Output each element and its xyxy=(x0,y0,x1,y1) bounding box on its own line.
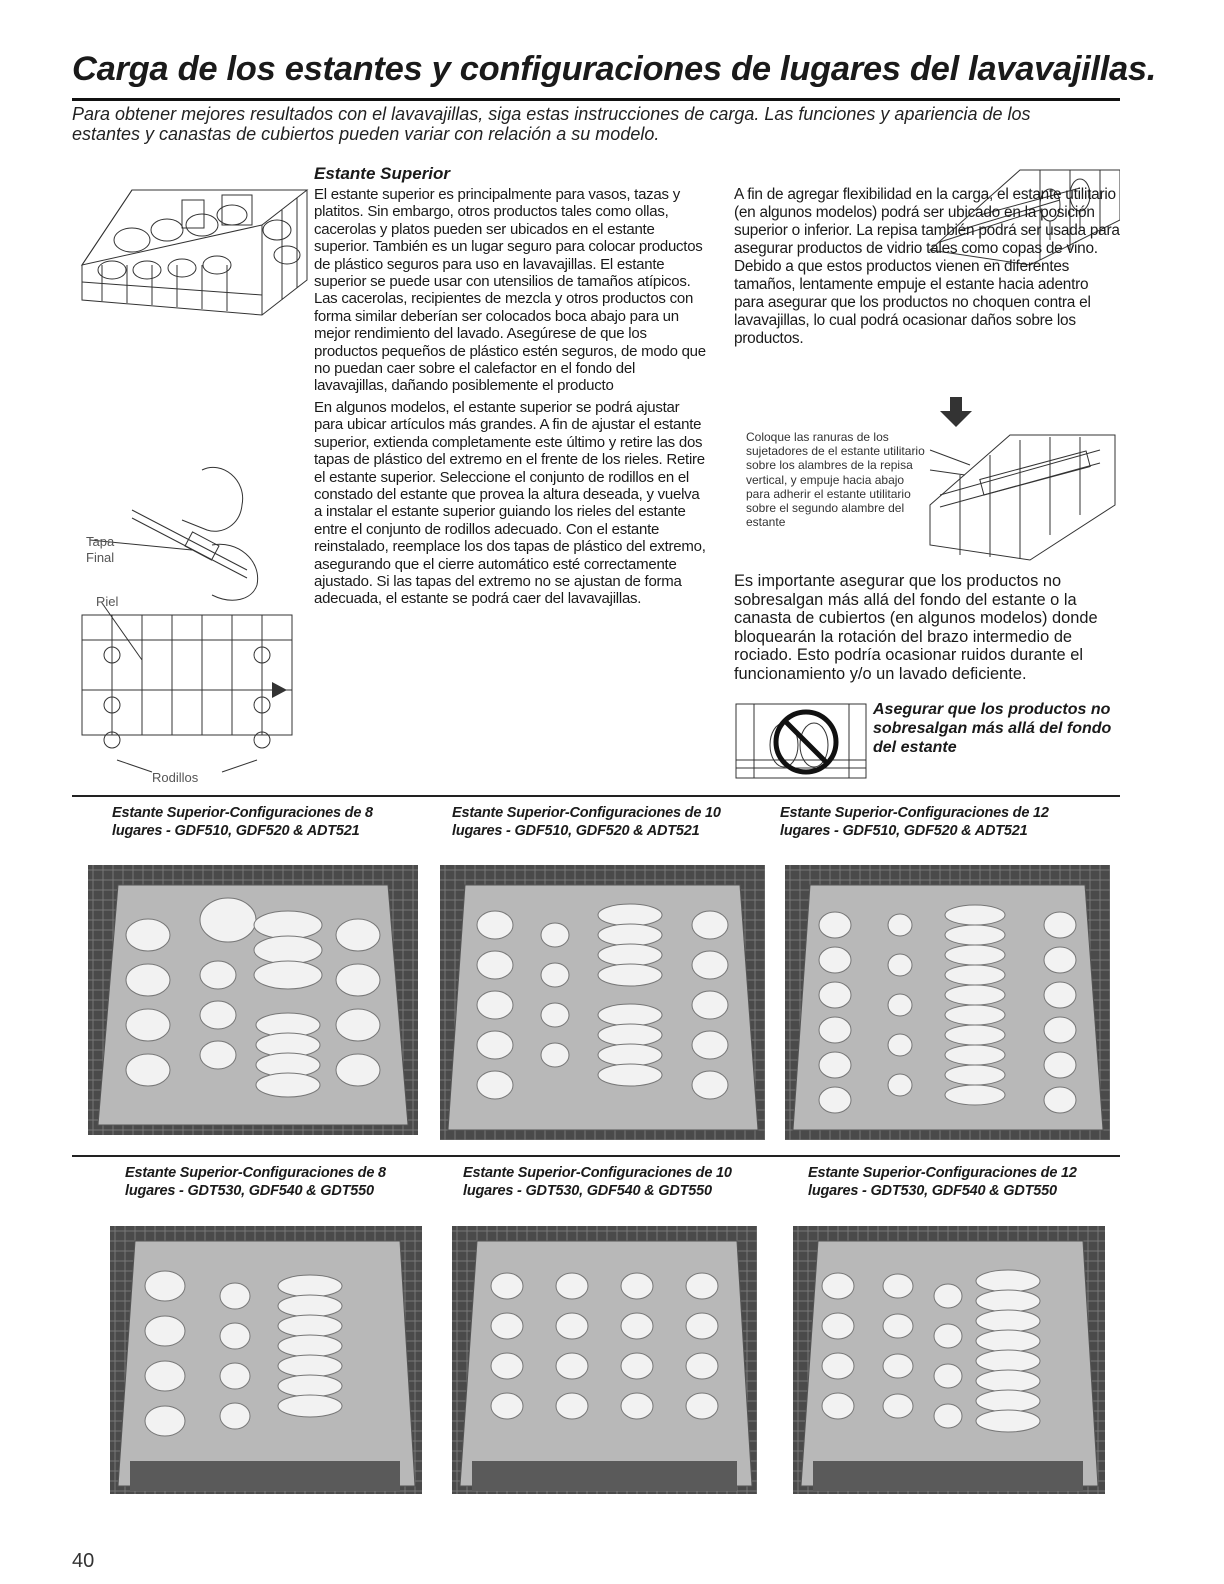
title-underline xyxy=(72,98,1120,101)
intro-text: Para obtener mejores resultados con el lavavajillas, siga estas instrucciones de carga. Las funciones y apariencia de los estantes y canastas de cubiertos pueden variar con relación a su modelo. xyxy=(72,104,1031,144)
config-caption-8-row2: Estante Superior-Configuraciones de 8 lugares - GDT530, GDF540 & GDT550 xyxy=(125,1165,386,1199)
config-caption-12-row2: Estante Superior-Configuraciones de 12 lugares - GDT530, GDF540 & GDT550 xyxy=(808,1165,1077,1199)
row2-divider xyxy=(72,1155,1120,1157)
end-cap-label: Tapa Final xyxy=(86,534,115,565)
callout-text: Asegurar que los productos no sobresalgan más allá del fondo del estante xyxy=(873,701,1112,756)
utility-clip-illustration xyxy=(920,395,1120,565)
warning-text: Es importante asegurar que los productos no sobresalgan más allá del fondo del estante o la canasta de cubiertos (en algunos modelos) donde bloquearán la rotación del brazo intermedio de rociado. Esto podría ocasionar ruidos durante el funcionamiento y/o un lavado deficiente. xyxy=(734,572,1098,683)
rack-photo-8-row1 xyxy=(88,865,418,1135)
rail-label: Riel xyxy=(96,594,119,609)
rack-photo-8-row2 xyxy=(110,1226,422,1494)
upper-rack-paragraph-2: En algunos modelos, el estante superior se podrá ajustar para ubicar artículos más grandes. A fin de ajustar el estante superior, extienda completamente este último y retire las dos tapas de plástico del extremo en el frente de los rieles. Retire el estante superior. Seleccione el conjunto de rodillos en el constado del estante que provea la altura deseada, y vuelva a instalar el estante superior guiando los rieles del estante entre el conjunto de rodillos adecuado. Con el estante reinstalado, reemplace los dos tapas de plástico del extremo, asegurando que el cierre automático esté correctamente ajustado. Si las tapas del extremo no se ajustan de forma adecuada, el estante se podrá caer del lavavajillas. xyxy=(314,398,706,608)
utility-shelf-text: A fin de agregar flexibilidad en la carga, el estante utilitario (en algunos modelos) podrá ser ubicado en la posición superior o inferior. La repisa también podrá ser usada para asegurar productos de vidrio tales como copas de vino. Debido a que estos productos vienen en diferentes tamaños, lentamente empuje el estante hacia adentro para asegurar que los productos no choquen contra el lavavajillas, lo cual podrá ocasionar daños sobre los productos. xyxy=(734,186,1120,347)
upper-rack-heading: Estante Superior xyxy=(314,164,451,183)
page-title: Carga de los estantes y configuraciones de lugares del lavavajillas. xyxy=(72,50,1157,88)
config-caption-12-row1: Estante Superior-Configuraciones de 12 lugares - GDF510, GDF520 & ADT521 xyxy=(780,805,1049,839)
config-caption-10-row2: Estante Superior-Configuraciones de 10 lugares - GDT530, GDF540 & GDT550 xyxy=(463,1165,732,1199)
upper-rack-section xyxy=(314,164,708,612)
rack-photo-10-row1 xyxy=(440,865,765,1140)
no-overhang-illustration xyxy=(734,700,869,782)
rack-photo-12-row2 xyxy=(793,1226,1105,1494)
page-number: 40 xyxy=(72,1550,95,1572)
rack-photo-12-row1 xyxy=(785,865,1110,1140)
row1-divider xyxy=(72,795,1120,797)
upper-rack-illustration xyxy=(72,170,312,320)
config-caption-10-row1: Estante Superior-Configuraciones de 10 lugares - GDF510, GDF520 & ADT521 xyxy=(452,805,721,839)
rail-end-cap-illustration xyxy=(72,450,302,780)
upper-rack-paragraph-1: El estante superior es principalmente para vasos, tazas y platitos. Sin embargo, otros productos tales como ollas, cacerolas y platos pueden ser ubicados en el estante superior. También es un lugar seguro para colocar productos de plástico seguros para uso en lavavajillas. El estante superior se puede usar con utensilios de tamaños atípicos. Las cacerolas, recipientes de mezcla y otros productos con forma similar deberían ser colocados boca abajo para un mejor rendimiento del lavado. Asegúrese de que los productos pequeños de plástico estén seguros, de modo que no puedan caer sobre el calefactor en el fondo del lavavajillas, dañando posiblemente el producto xyxy=(314,186,706,395)
config-caption-8-row1: Estante Superior-Configuraciones de 8 lugares - GDF510, GDF520 & ADT521 xyxy=(112,805,373,839)
rack-photo-10-row2 xyxy=(452,1226,757,1494)
rollers-label: Rodillos xyxy=(152,770,199,785)
utility-shelf-caption: Coloque las ranuras de los sujetadores de el estante utilitario sobre los alambres de la repisa vertical, y empuje hacia abajo para adherir el estante utilitario sobre el segundo alambre del estante xyxy=(746,430,925,530)
